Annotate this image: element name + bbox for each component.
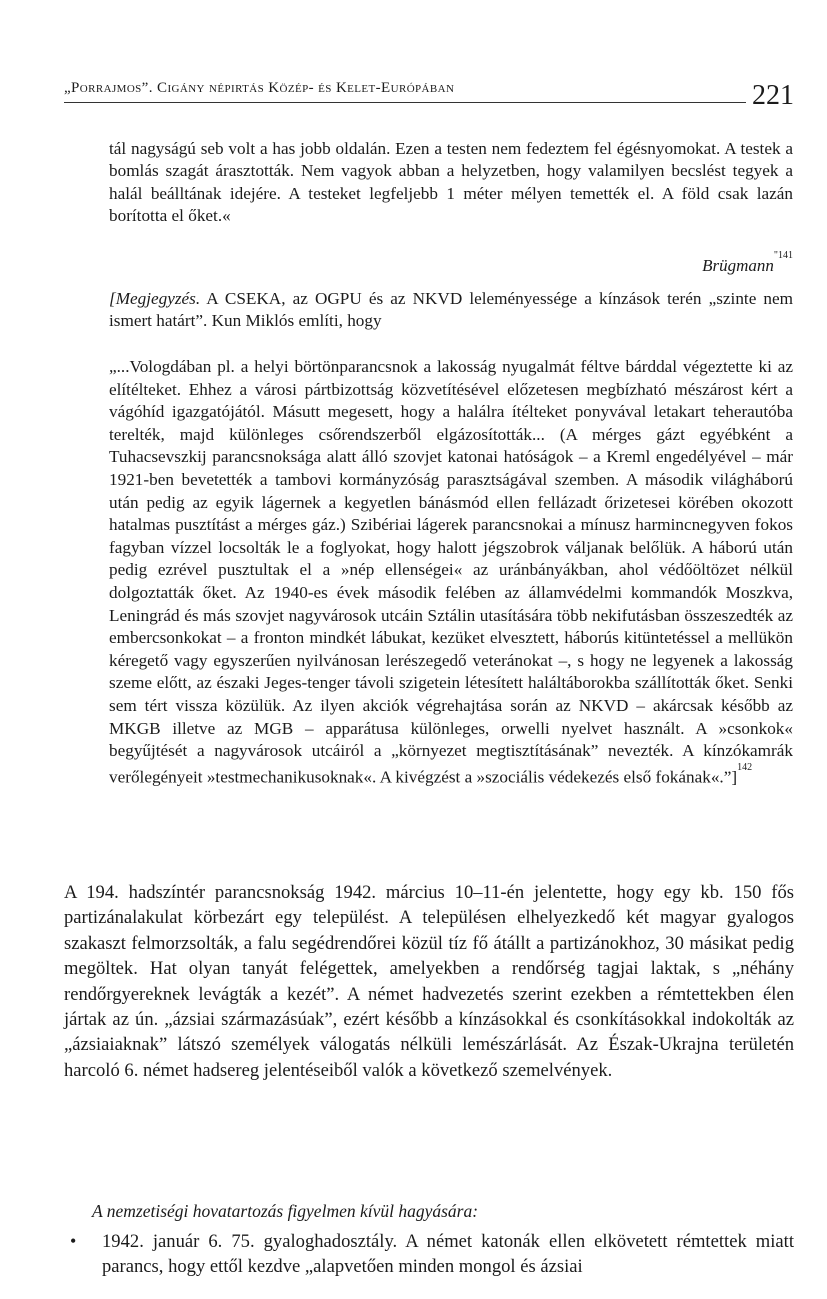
kun-miklos-quote (109, 356, 793, 789)
running-header (64, 76, 794, 116)
note-text: A CSEKA, az OGPU és az NKVD leleményessége a kínzások terén „szinte nem ismert határt”. Kun Miklós említi, hogy (109, 289, 793, 331)
footnote-ref-142: 142 (737, 761, 753, 773)
page-number: 221 (752, 80, 794, 111)
list-item (64, 1229, 794, 1280)
running-title: „Porrajmos”. Cigány népirtás Közép- és Kelet-Európában (64, 80, 455, 96)
quote-attribution (702, 250, 793, 276)
footnote-ref-141: "141 (773, 250, 793, 262)
header-rule (64, 102, 746, 103)
editor-note-paragraph (109, 288, 793, 333)
note-label: [Megjegyzés. (109, 289, 201, 308)
bullet-list (64, 1229, 794, 1280)
bullet-icon: • (70, 1231, 77, 1251)
list-item-text: 1942. január 6. 75. gyaloghadosztály. A német katonák ellen elkövetett rémtettek miatt parancs, hogy ettől kezdve „alapvetően minden mongol és ázsiai (102, 1231, 794, 1278)
kun-miklos-quote-paragraph (109, 356, 793, 789)
body-paragraph: A 194. hadszíntér parancsnokság 1942. március 10–11-én jelentette, hogy egy kb. 150 fős partizánalakulat körbezárt egy települést. A településen elhelyezkedő két magyar gyalogos szakaszt felmorzsolták, a falu segédrendőrei közül tíz fő átállt a partizánokhoz, 30 másikat pedig megöltek. Hat olyan tanyát felégettek, amelyekben a rendőrség tagjai laktak, s „néhány rendőrgyereknek levágták a kezét”. A német hadvezetés szerint ezekben a rémtettekben élen jártak az ún. „ázsiai származásúak”, ezért később a kínzásokkal és csonkításokkal indokolták az „ázsiaiaknak” látszó személyek válogatás nélküli lemészárlását. Az Észak-Ukrajna területén harcoló 6. német hadsereg jelentéseiből valók a következő szemelvények. (64, 882, 794, 1081)
attribution-name: Brügmann (702, 256, 774, 275)
section-heading: A nemzetiségi hovatartozás figyelmen kívül hagyására: (92, 1201, 479, 1221)
witness-quote-text: tál nagyságú seb volt a has jobb oldalán. Ezen a testen nem fedeztem fel égésnyomokat. A testek a bomlás szagát árasztották. Nem vagyok abban a helyzetben, hogy valamilyen becslést tegyek a halál beálltának idejére. A testeket legfeljebb 1 méter mélyen temették el. A föld csak lazán borította el őket.« (109, 139, 793, 226)
kun-miklos-quote-text: „...Vologdában pl. a helyi börtönparancsnok a lakosság nyugalmát féltve bárddal végeztette ki az elítélteket. Ehhez a városi pártbizottság közvetítésével előzetesen megbízható mészárost kért a vágóhíd igazgatójától. Másutt megesett, hogy a halálra ítélteket ponyvával letakart teherautóba terelték, majd különleges csőrendszerből elgázosították... (A mérges gázt egyébként a Tuhacsevszkij parancsnoksága alatt álló szovjet katonai hatóságok – a Kreml engedélyével – már 1921-ben bevetették a tambovi kormányzóság parasztságával szemben. A második világháború után pedig az egyik lágernek a kegyetlen bánásmód ellen fellázadt őrizetesei körében okozott hatalmas pusztítást a mérges gáz.) Szibériai lágerek parancsnokai a mínusz harmincnegyven fokos fagyban vízzel locsolták le a foglyokat, hogy halott jégszobrok váljanak belőlük. A háború után pedig ezrével pusztultak el a »nép ellenségei« az uránbányákban, ahol védőöltözet nélkül dolgoztatták őket. Az 1940-es évek második felében az államvédelmi kommandók Moszkva, Leningrád és más szovjet nagyvárosok utcáin Sztálin utasítására több nekifutásban összeszedték az embercsonkokat – a fronton mindkét lábukat, kezüket elvesztett, háborús kitüntetéssel a mellükön kéregető vagy egyszerűen nyilvánosan lerészegedő veteránokat –, s hogy ne legyenek a lakosság szeme előtt, az északi Jeges-tenger távoli szigetein létesített haláltáborokba szállították őket. Senki sem tért vissza közülük. Az ilyen akciók végrehajtása során az NKVD – akárcsak később az MKGB illetve az MGB – apparátusa különleges, orwelli nyelvet használt. A »csonkok« begyűjtését a nagyvárosok utcáiról a „környezet megtisztításának” nevezték. A kínzókamrák verőlegényeit »testmechanikusoknak«. A kivégzést a »szociális védekezés első fokának«.”] (109, 357, 793, 787)
editor-note (109, 288, 793, 333)
witness-quote (109, 138, 793, 228)
main-body (64, 880, 794, 1083)
